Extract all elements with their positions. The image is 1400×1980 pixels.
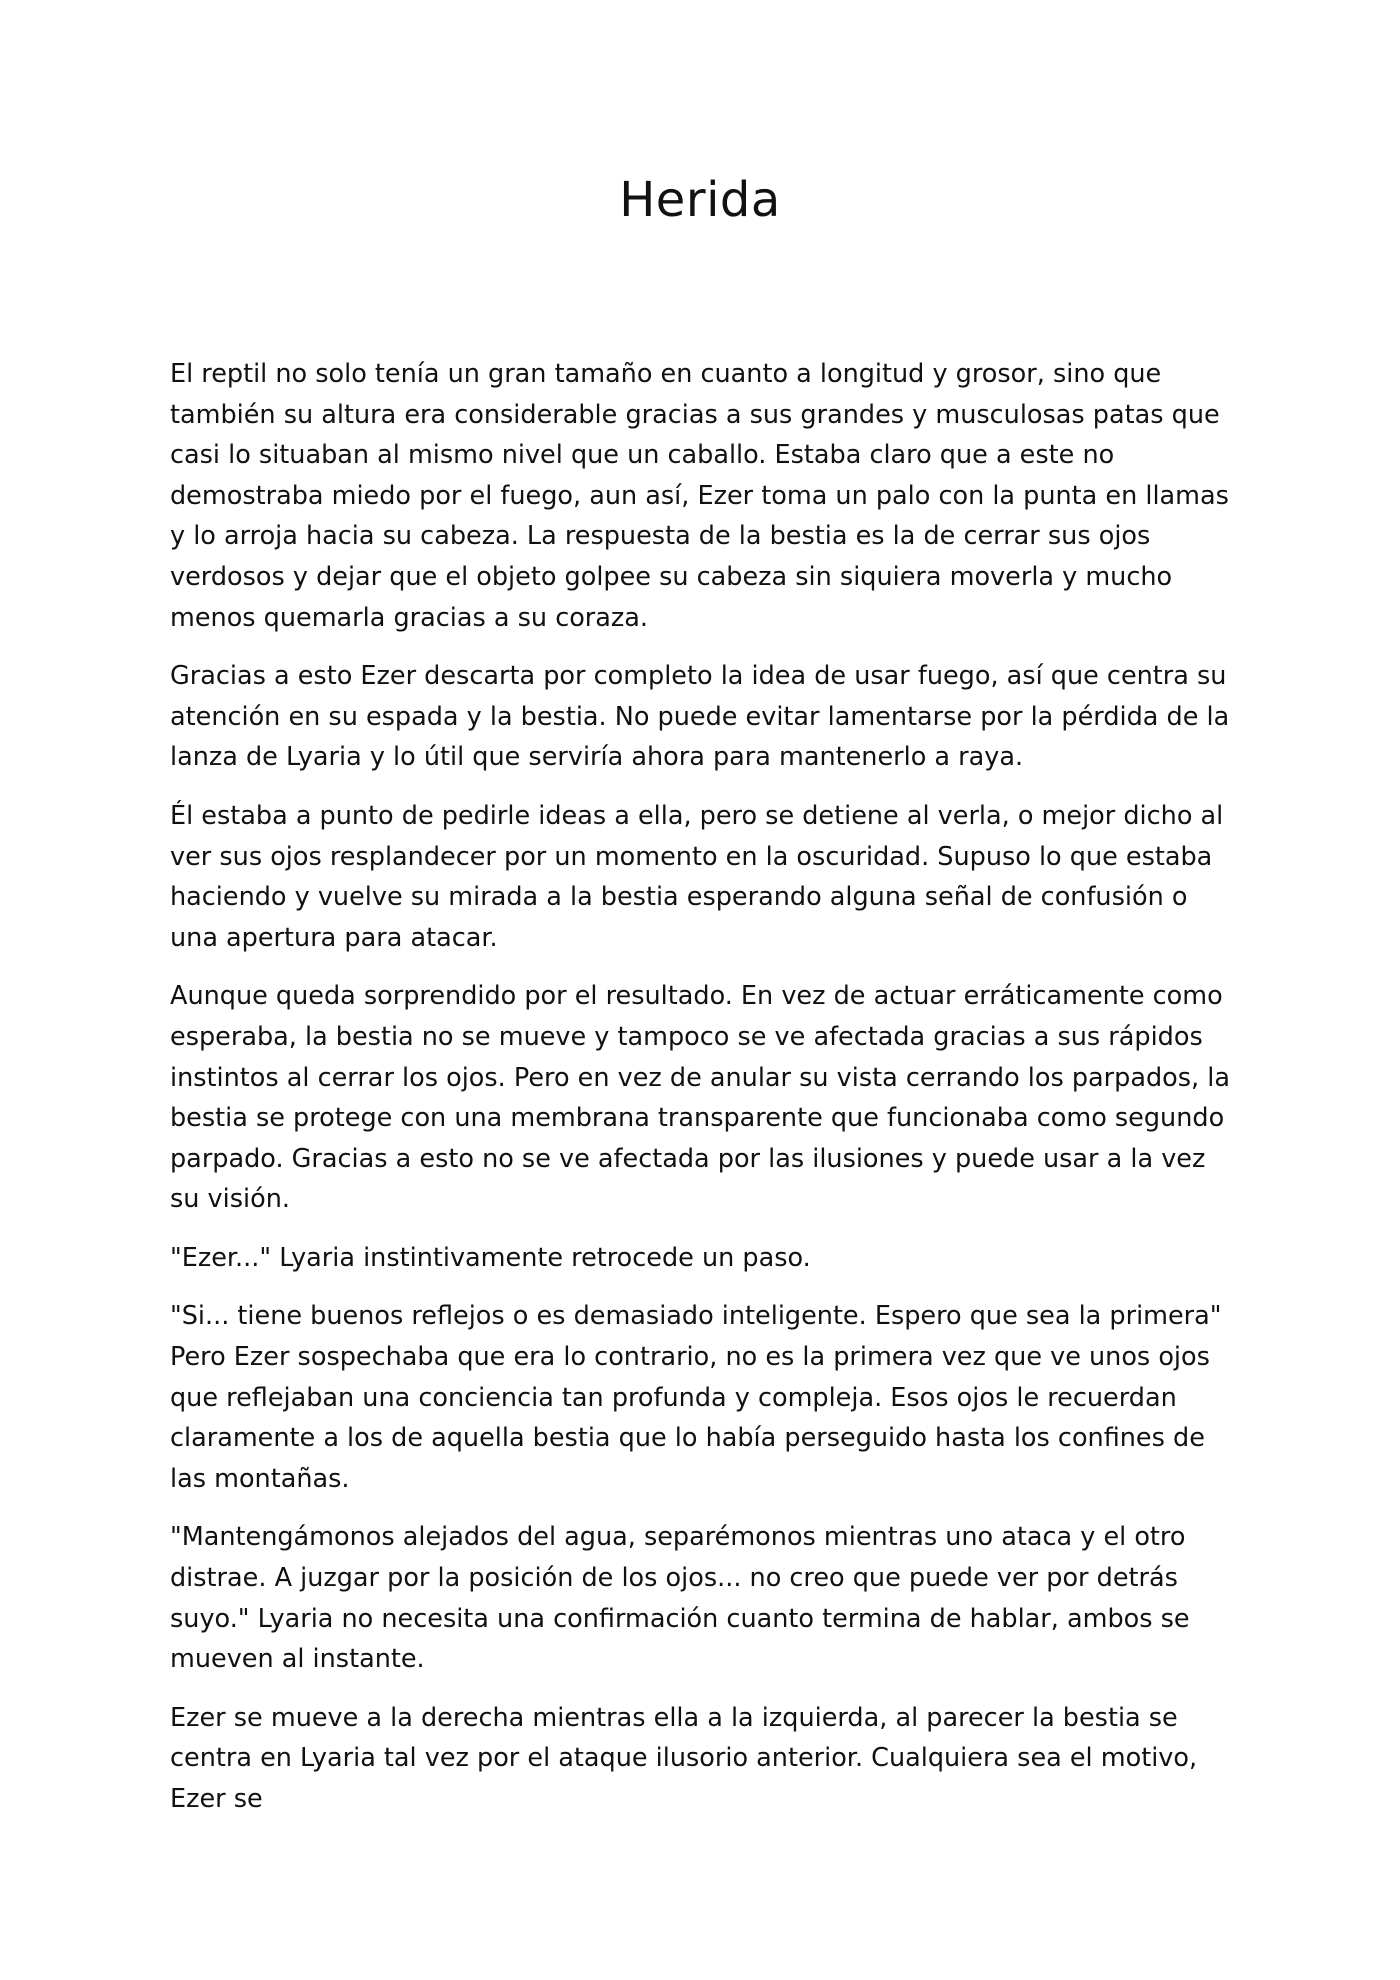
document-body (170, 354, 1232, 1838)
paragraph: "Mantengámonos alejados del agua, separémonos mientras uno ataca y el otro distrae. A juzgar por la posición de los ojos... no creo que puede ver por detrás suyo." Lyaria no necesita una confirmación cuanto termina de hablar, ambos se mueven al instante. (170, 1522, 1190, 1675)
paragraph: "Si... tiene buenos reflejos o es demasiado inteligente. Espero que sea la primera" Pero Ezer sospechaba que era lo contrario, no es la primera vez que ve unos ojos que reflejaban una conciencia tan profunda y compleja. Esos ojos le recuerdan claramente a los de aquella bestia que lo había perseguido hasta los confines de las montañas. (170, 1301, 1222, 1494)
paragraph: Él estaba a punto de pedirle ideas a ella, pero se detiene al verla, o mejor dicho al ver sus ojos resplandecer por un momento en la oscuridad. Supuso lo que estaba haciendo y vuelve su mirada a la bestia esperando alguna señal de confusión o una apertura para atacar. (170, 800, 1224, 953)
paragraph: Gracias a esto Ezer descarta por completo la idea de usar fuego, así que centra su atención en su espada y la bestia. No puede evitar lamentarse por la pérdida de la lanza de Lyaria y lo útil que serviría ahora para mantenerlo a raya. (170, 661, 1230, 773)
paragraph: Aunque queda sorprendido por el resultado. En vez de actuar erráticamente como esperaba, la bestia no se mueve y tampoco se ve afectada gracias a sus rápidos instintos al cerrar los ojos. Pero en vez de anular su vista cerrando los parpados, la bestia se protege con una membrana transparente que funcionaba como segundo parpado. Gracias a esto no se ve afectada por las ilusiones y puede usar a la vez su visión. (170, 981, 1230, 1215)
paragraph: Ezer se mueve a la derecha mientras ella a la izquierda, al parecer la bestia se centra en Lyaria tal vez por el ataque ilusorio anterior. Cualquiera sea el motivo, Ezer se (170, 1702, 1198, 1814)
paragraph: "Ezer..." Lyaria instintivamente retrocede un paso. (170, 1242, 811, 1273)
paragraph: El reptil no solo tenía un gran tamaño en cuanto a longitud y grosor, sino que también su altura era considerable gracias a sus grandes y musculosas patas que casi lo situaban al mismo nivel que un caballo. Estaba claro que a este no demostraba miedo por el fuego, aun así, Ezer toma un palo con la punta en llamas y lo arroja hacia su cabeza. La respuesta de la bestia es la de cerrar sus ojos verdosos y dejar que el objeto golpee su cabeza sin siquiera moverla y mucho menos quemarla gracias a su coraza. (170, 359, 1229, 633)
document-title: Herida (619, 172, 781, 228)
